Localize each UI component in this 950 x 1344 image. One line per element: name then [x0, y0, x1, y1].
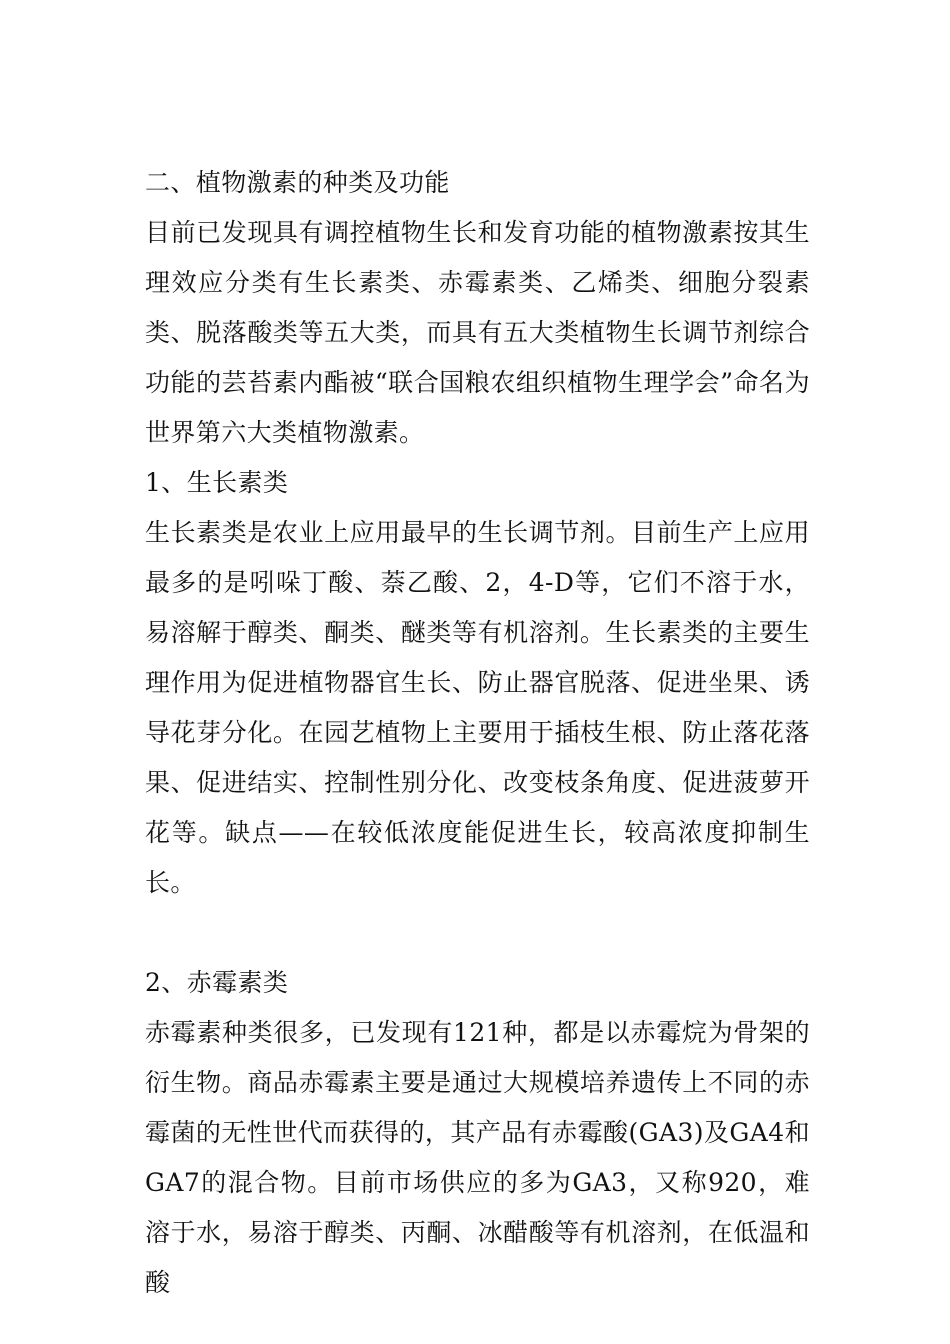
paragraph-spacer [145, 908, 810, 958]
subsection-1-paragraph: 生长素类是农业上应用最早的生长调节剂。目前生产上应用最多的是吲哚丁酸、萘乙酸、2，4-D等，它们不溶于水，易溶解于醇类、酮类、醚类等有机溶剂。生长素类的主要生理作用为促进植物器官生长、防止器官脱落、促进坐果、诱导花芽分化。在园艺植物上主要用于插枝生根、防止落花落果、促进结实、控制性别分化、改变枝条角度、促进菠萝开花等。缺点——在较低浓度能促进生长，较高浓度抑制生长。 [145, 518, 810, 897]
subsection-2-paragraph: 赤霉素种类很多，已发现有121种，都是以赤霉烷为骨架的衍生物。商品赤霉素主要是通过大规模培养遗传上不同的赤霉菌的无性世代而获得的，其产品有赤霉酸(GA3)及GA4和GA7的混合物。目前市场供应的多为GA3，又称920，难溶于水，易溶于醇类、丙酮、冰醋酸等有机溶剂，在低温和酸 [145, 1018, 810, 1297]
subsection-2-heading: 2、赤霉素类 [145, 968, 289, 997]
section-heading: 二、植物激素的种类及功能 [145, 168, 450, 197]
document-body [145, 158, 810, 1308]
subsection-1-heading: 1、生长素类 [145, 468, 289, 497]
intro-paragraph: 目前已发现具有调控植物生长和发育功能的植物激素按其生理效应分类有生长素类、赤霉素类、乙烯类、细胞分裂素类、脱落酸类等五大类，而具有五大类植物生长调节剂综合功能的芸苔素内酯被“联合国粮农组织植物生理学会”命名为世界第六大类植物激素。 [145, 218, 810, 447]
